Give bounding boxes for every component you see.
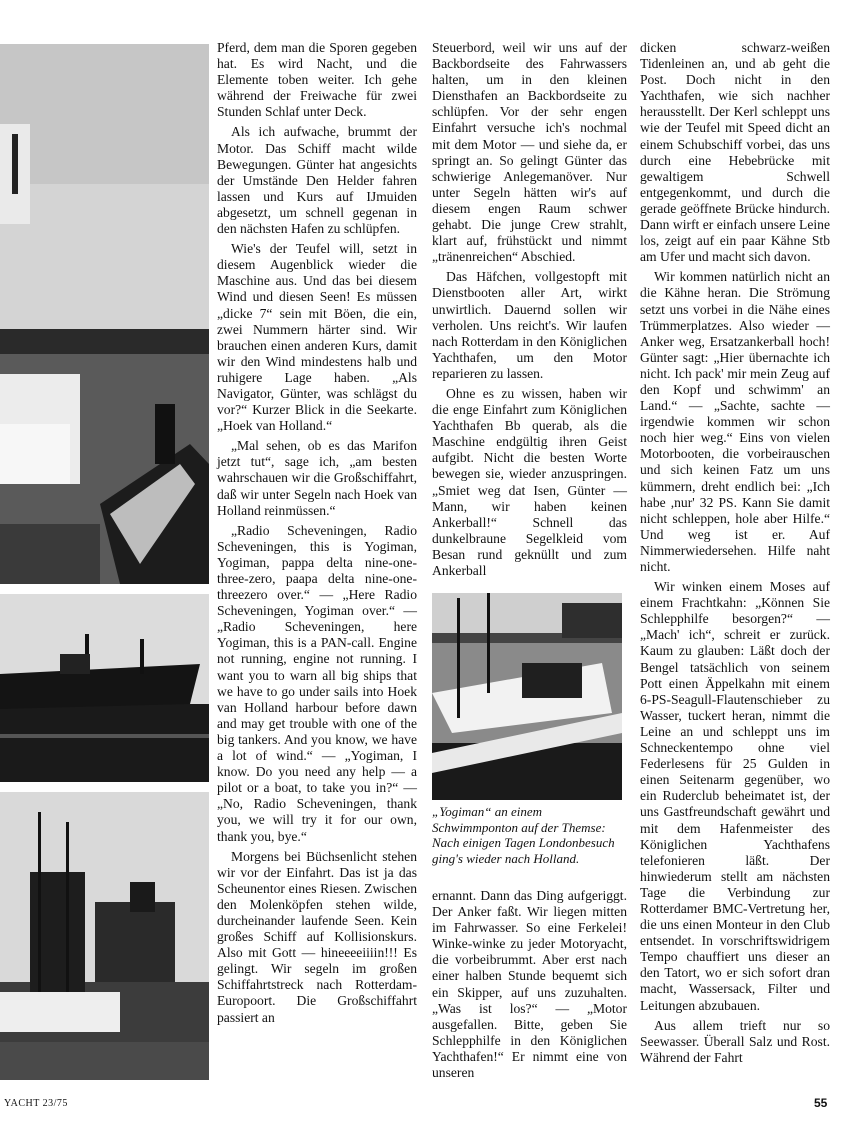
text-column-2-bottom (432, 888, 627, 1081)
paragraph: Steuerbord, weil wir uns auf der Backbordseite des Fahrwassers halten, um in den kleinen Diensthafen an Backbordseite zu schlüpfen. Vor der sehr engen Einfahrt versuche ich's nochmal mit dem Motor — und siehe da, er springt an. So gelingt Günter das schwierige Anlegemanöver. Nur unter Segeln hätten wir's auf diesem engen Raum schwer gehabt. Die junge Crew strahlt, klart auf, frühstückt und nimmt „tränenreichen“ Abschied. (432, 40, 627, 265)
photo-harbor-boats (0, 44, 209, 584)
paragraph: Aus allem trieft nur so Seewasser. Überall Salz und Rost. Während der Fahrt (640, 1017, 830, 1065)
text-column-3 (640, 40, 830, 1066)
paragraph: Wir kommen natürlich nicht an die Kähne heran. Die Strömung setzt uns vorbei in die Nähe eines Trümmerplatzes. Also wieder — Anker weg, Ersatzankerball hoch! Günter sagt: „Hier übernachte ich nicht. Ich pack' mir mein Zeug auf den Kopf und schwimm' an Land.“ — „Sachte, sachte — irgendwie kommen wir schon noch hier weg.“ Eins von vielen Motorbooten, die vorbeirauschen und sich keinen Fatz um uns kümmern, dreht endlich bei: „Ich habe ,nur' 32 PS. Kann Sie damit nicht schleppen, hole aber Hilfe.“ Und weg ist er. Auf Nimmerwiedersehen. Hilfe naht nicht. (640, 269, 830, 574)
paragraph: „Radio Scheveningen, Radio Scheveningen, this is Yogiman, Yogiman, pappa delta nine-one-three-zero, paapa delta nine-one-threezero over.“ — „Here Radio Scheveningen, Yogiman over.“ — „Radio Scheveningen, here Yogiman, this is a PAN-call. Engine not running, engine not running. I want you to warn all big ships that we have to go under sails into Hoek van Holland harbour before dawn and may get trouble with one of the big tankers. And you know, we have a lot of wind.“ — „Yogiman, I know. Do you need any help — a pilot or a boat, to take you in?“ — „No, Radio Scheveningen, thank you, we will try it for our own, thank you, bye.“ (217, 522, 417, 844)
photo-caption: „Yogiman“ an einem Schwimmponton auf der Themse: Nach einigen Tagen Londonbesuch ging's wieder nach Holland. (432, 804, 615, 866)
paragraph: „Mal sehen, ob es das Marifon jetzt tut“, sage ich, „am besten wahrschauen wir die Großschiffahrt, daß wir unter Segeln nach Hoek van Holland reinmüssen.“ (217, 438, 417, 518)
paragraph: Wie's der Teufel will, setzt in diesem Augenblick wieder die Maschine aus. Und das bei diesem Wind und diesen Seen! Es müssen „dicke 7“ sein mit Böen, die ein, zwei Nummern härter sind. Wir brauchen einen anderen Kurs, damit wir den Wind mindestens halb und ruhigere Lage haben. „Als Navigator, Günter, was schlägst du vor?“ Kurzer Blick in die Seekarte. „Hoek van Holland.“ (217, 241, 417, 434)
photo-europoort-towers (0, 792, 209, 1080)
paragraph: Das Häfchen, vollgestopft mit Dienstbooten aller Art, wirkt unwirtlich. Dauernd sollen wir verholen. Uns reicht's. Wir laufen nach Rotterdam in den Königlichen Yachthafen, um den Motor reparieren zu lassen. (432, 269, 627, 381)
paragraph: Als ich aufwache, brummt der Motor. Das Schiff macht wilde Bewegungen. Günter hat angesichts der Umstände Den Helder fahren lassen und Kurs auf IJmuiden abgesetzt, um schnell gegenan in den nächsten Hafen zu schlüpfen. (217, 124, 417, 237)
paragraph: ernannt. Dann das Ding aufgeriggt. Der Anker faßt. Wir liegen mitten im Fahrwasser. So eine Ferkelei! Winke-winke zu jeder Motoryacht, die vorbeibrummt. Aber erst nach einer halben Stunde bequemt sich ein Skipper, auf uns zuzuhalten. „Was ist los?“ — „Motor ausgefallen. Bitte, geben Sie Schlepphilfe in den Königlichen Yachthafen!“ Er nimmt eine von unseren (432, 888, 627, 1081)
text-column-1 (217, 40, 417, 1026)
paragraph: Pferd, dem man die Sporen gegeben hat. Es wird Nacht, und die Elemente toben weiter. Ich gehe während der Freiwache für zwei Stunden Schlaf unter Deck. (217, 40, 417, 120)
text-column-2-top (432, 40, 627, 579)
magazine-issue-label: YACHT 23/75 (4, 1098, 68, 1109)
photo-yogiman-pontoon (432, 593, 622, 800)
paragraph: Morgens bei Büchsenlicht stehen wir vor der Einfahrt. Das ist ja das Scheunentor eines Riesen. Zwischen den Molenköpfen stehen wilde, durcheinander laufende Seen. Kein großes Schiff auf Kollisionskurs. Also mit Gott — hineeeeiiiin!!! Es gelingt. Wir segeln im großen Schiffahrtstreck nach Rotterdam-Europoort. Die Großschiffahrt passiert an (217, 848, 417, 1025)
page-number: 55 (814, 1096, 828, 1110)
paragraph: Ohne es zu wissen, haben wir die enge Einfahrt zum Königlichen Yachthafen Bb querab, als die Maschine endgültig ihren Geist aufgibt. Nicht die besten Worte bewegen sie, wieder anzuspringen. „Smiet weg dat Isen, Günter — Mann, wir haben keinen Ankerball!“ Schnell das dunkelbraune Segelkleid vom Besan rund geknüllt und zum Ankerball (432, 385, 627, 578)
paragraph: dicken schwarz-weißen Tidenleinen an, und ab geht die Post. Doch nicht in den Yachthafen, wie sich nachher herausstellt. Der Kerl schleppt uns wie der Teufel mit Speed dicht an einem Schubschiff vorbei, das uns durch eine Hebebrücke mit gewaltigem Schwell entgegenkommt, und durch die gerade geöffnete Brücke hindurch. Dann wirft er einfach unsere Leine los, zeigt auf ein paar Kähne Stb am Ufer und macht sich davon. (640, 40, 830, 265)
photo-freighter (0, 594, 209, 782)
paragraph: Wir winken einem Moses auf einem Frachtkahn: „Können Sie Schlepphilfe besorgen?“ — „Mach' ich“, schreit er zurück. Kaum zu glauben: Läßt doch der Bengel tatsächlich von seinem Pott einen Äppelkahn mit einem 6-PS-Seagull-Flautenschieber zu Wasser, tuckert heran, nimmt die Leine an und schleppt uns im Schneckentempo ohne viel Federlesens für 25 Gulden in einen Seitenarm gegenüber, wo ein Ruderclub beheimatet ist, der uns Gastfreundschaft gewährt und mit dem Hafenmeister des Königlichen Yachthafens telefonieren läßt. Der hinwiederum stellt am nächsten Tage die Verbindung zur Rotterdamer BMC-Vertretung her, die uns einen Monteur in den Club entsendet. In vorschriftswidrigem Tempo chauffiert uns dieser an den Tatort, wo er sich sofort dran macht, Wassersack, Filter und Leitungen abzubauen. (640, 579, 830, 1013)
